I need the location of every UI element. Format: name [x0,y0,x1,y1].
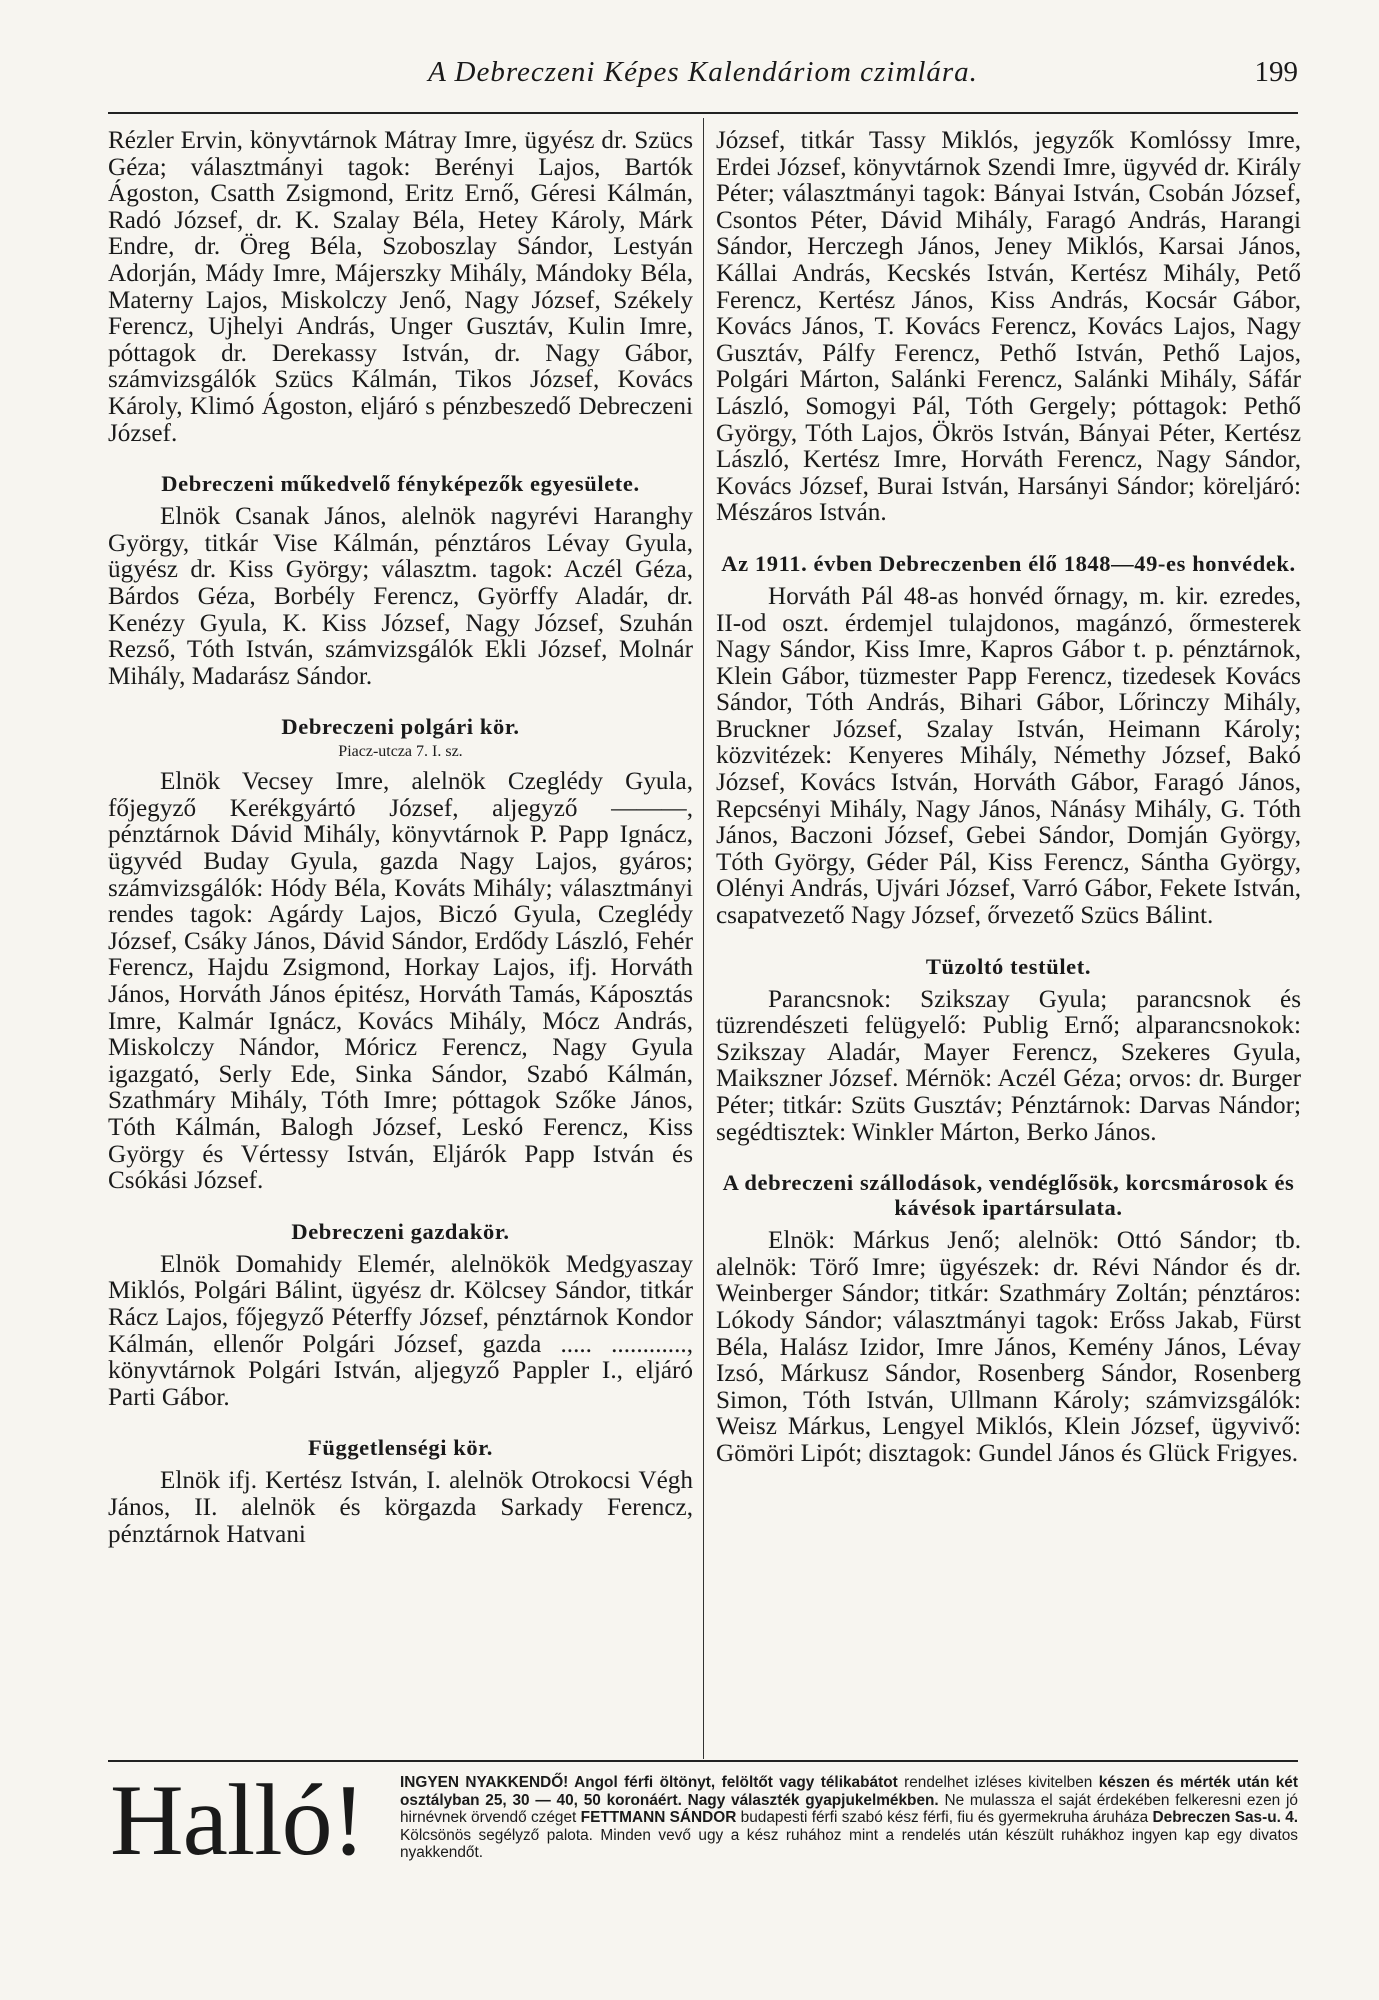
paragraph-continued: Rézler Ervin, könyvtárnok Mátray Imre, ügyész dr. Szücs Géza; választmányi tagok: Berényi Lajos, Bartók Ágoston, Csatth Zsigmond, Eritz Ernő, Géresi Kálmán, Radó József, dr. K. Szalay Béla, Hetey Károly, Márk Endre, dr. Öreg Béla, Szoboszlay Sándor, Lestyán Adorján, Mády Imre, Májerszky Mihály, Mándoky Béla, Materny Lajos, Miskolczy Jenő, Nagy József, Székely Ferencz, Ujhelyi András, Unger Gusztáv, Kulin Imre, póttagok dr. Derekassy István, dr. Nagy Gábor, számvizsgálók Szücs Kálmán, Tikos József, Kovács Károly, Klimó Ágoston, eljáró s pénzbeszedő Debreczeni József. [108,127,693,447]
section-text: Parancsnok: Szikszay Gyula; parancsnok és tüzrendészeti felügyelő: Publig Ernő; alparancsnokok: Szikszay Aladár, Mayer Ferencz, Szekeres Gyula, Maikszner József. Mérnök: Aczél Géza; orvos: dr. Burger Péter; titkár: Szüts Gusztáv; Pénztárnok: Darvas Nándor; segédtisztek: Winkler Márton, Berko János. [716,985,1301,1146]
left-column [108,128,693,1548]
right-column [716,128,1301,1468]
section-text: Elnök: Márkus Jenő; alelnök: Ottó Sándor; tb. alelnök: Törő Imre; ügyészek: dr. Révi Nándor és dr. Weinberger Sándor; titkár: Szathmáry Zoltán; pénztáros: Lókody Sándor; választmányi tagok: Erőss Jakab, Fürst Béla, Halász Izidor, Imre János, Kemény János, Lévay Izsó, Márkusz Sándor, Rosenberg Sándor, Rosenberg Simon, Tóth István, Ullmann Károly; számvizsgálók: Weisz Márkus, Lengyel Miklós, Klein József, ügyvivő: Gömöri Lipót; disztagok: Gundel János és Glück Frigyes. [716,1227,1301,1467]
ad-headline: INGYEN NYAKKENDŐ! Angol férfi öltönyt, felöltőt vagy télikabátot [400,1774,898,1791]
section-title: Debreczeni polgári kör. [281,714,520,740]
running-title: A Debreczeni Képes Kalendáriom czimlára. [428,56,978,88]
ad-text-part: budapesti férfi szabó kész férfi, fiu és gyermekruha áruháza [740,1809,1149,1827]
ad-address: Debreczen Sas-u. 4. [1152,1809,1299,1827]
section-title: Függetlenségi kör. [308,1435,493,1461]
section-text: Elnök Domahidy Elemér, alelnökök Medgyaszay Miklós, Polgári Bálint, ügyész dr. Kölcsey Sándor, titkár Rácz Lajos, főjegyző Péterffy József, pénztárnok Kondor Kálmán, ellenőr Polgári József, gazda ..... ............, könyvtárnok Polgári István, aljegyző Pappler I., eljáró Parti Gábor. [108,1250,693,1411]
section-title: A debreczeni szállodások, vendéglősök, korcsmárosok és kávésok ipartársulata. [722,1170,1295,1221]
section-title: Debreczeni gazdakör. [291,1218,510,1244]
section-text: Horváth Pál 48-as honvéd őrnagy, m. kir. ezredes, II-od oszt. érdemjel tulajdonos, magánzó, őrmesterek Nagy Sándor, Kiss Imre, Kapros Gábor t. p. pénztárnok, Klein Gábor, tüzmester Papp Ferencz, tizedesek Kovács Sándor, Tóth András, Bihari Gábor, Lőrinczy Mihály, Bruckner József, Szalay István, Heimann Károly; közvitézek: Kenyeres Mihály, Némethy József, Bakó József, Kovács István, Horváth Gábor, Faragó János, Repcsényi Mihály, Nagy János, Nánásy Mihály, G. Tóth János, Baczoni József, Gebei Sándor, Domján György, Tóth György, Géder Pál, Kiss Ferencz, Sántha György, Olényi András, Ujvári József, Varró Gábor, Fekete István, csapatvezető Nagy József, őrvezető Szücs Bálint. [716,582,1301,930]
advertisement-text [400,1774,1298,1862]
ad-text-part: Ne mulassza el saját érdekében felkeresni ezen jó hirnévnek örvendő czéget [400,1791,1298,1827]
header-rule [108,112,1298,114]
section-text: Elnök Vecsey Imre, alelnök Czeglédy Gyula, főjegyző Kerékgyártó József, aljegyző ———, pénztárnok Dávid Mihály, könyvtárnok P. Papp Ignácz, ügyvéd Buday Gyula, gazda Nagy Lajos, gyáros; számvizsgálók: Hódy Béla, Kováts Mihály; választmányi rendes tagok: Agárdy Lajos, Biczó Gyula, Czeglédy József, Csáky János, Dávid Sándor, Erdődy László, Fehér Ferencz, Hajdu Zsigmond, Horkay Lajos, ifj. Horváth János, Horváth János épitész, Horváth Tamás, Káposztás Imre, Kalmár Ignácz, Kovács Mihály, Mócz András, Miskolczy Nándor, Móricz Ferencz, Nagy Gyula igazgató, Serly Ede, Sinka Sándor, Szabó Kálmán, Szathmáry Mihály, Tóth Imre; póttagok Szőke János, Tóth Kálmán, Balogh József, Leskó Ferencz, Kiss György és Vértessy István, Eljárók Papp István és Csókási József. [108,768,693,1195]
paragraph-continued: József, titkár Tassy Miklós, jegyzők Komlóssy Imre, Erdei József, könyvtárnok Szendi Imre, ügyvéd dr. Király Péter; választmányi tagok: Bányai István, Csobán József, Csontos Péter, Dávid Mihály, Faragó András, Harangi Sándor, Herczegh János, Jeney Miklós, Karsai János, Kállai András, Kecskés István, Kertész Mihály, Pető Ferencz, Kertész János, Kiss András, Kocsár Gábor, Kovács János, T. Kovács Ferencz, Kovács Lajos, Nagy Gusztáv, Pálfy Ferencz, Pethő István, Pethő Lajos, Polgári Márton, Salánki Ferencz, Salánki Mihály, Sáfár László, Somogyi Pál, Tóth Gergely; póttagok: Pethő György, Tóth Lajos, Ökrös István, Bányai Péter, Kertész László, Kertész Imre, Horváth Ferencz, Nagy Sándor, Kovács József, Burai István, Harsányi Sándor; köreljáró: Mészáros István. [716,127,1301,527]
section-address: Piacz-utcza 7. I. sz. [338,743,463,761]
section-title: Tüzoltó testület. [925,953,1092,979]
section-title: Debreczeni műkedvelő fényképezők egyesülete. [161,471,640,497]
section-text: Elnök Csanak János, alelnök nagyrévi Haranghy György, titkár Vise Kálmán, pénztáros Lévay Gyula, ügyész dr. Kiss György; választm. tagok: Aczél Géza, Bárdos Géza, Borbély Ferencz, Györffy Aladár, dr. Kenézy Gyula, K. Kiss József, Nagy József, Szuhán Rezső, Tóth István, számvizsgálók Ekli József, Molnár Mihály, Madarász Sándor. [108,503,693,690]
page-number: 199 [1254,56,1298,88]
advertisement-logo: Halló! [110,1764,365,1877]
section-title: Az 1911. évben Debreczenben élő 1848—49-es honvédek. [721,550,1296,576]
section-text: Elnök ifj. Kertész István, I. alelnök Otrokocsi Végh János, II. alelnök és körgazda Sarkady Ferencz, pénztárnok Hatvani [108,1467,693,1548]
ad-text-part: Kölcsönös segélyző palota. Minden vevő ugy a kész ruhához mint a rendelés után készült ruhákhoz ingyen kap egy divatos nyakkendőt. [400,1826,1298,1862]
page-header [108,56,1298,116]
column-divider [703,118,704,1759]
footer-rule [108,1760,1298,1762]
ad-shop-name: FETTMANN SÁNDOR [580,1809,737,1827]
ad-text-part: rendelhet izléses kivitelben [904,1774,1093,1791]
ad-emphasis: készen és mérték után két osztályban 25, 30 — 40, 50 koronáért. Nagy választék gyapjukelmékben. [400,1774,1298,1809]
